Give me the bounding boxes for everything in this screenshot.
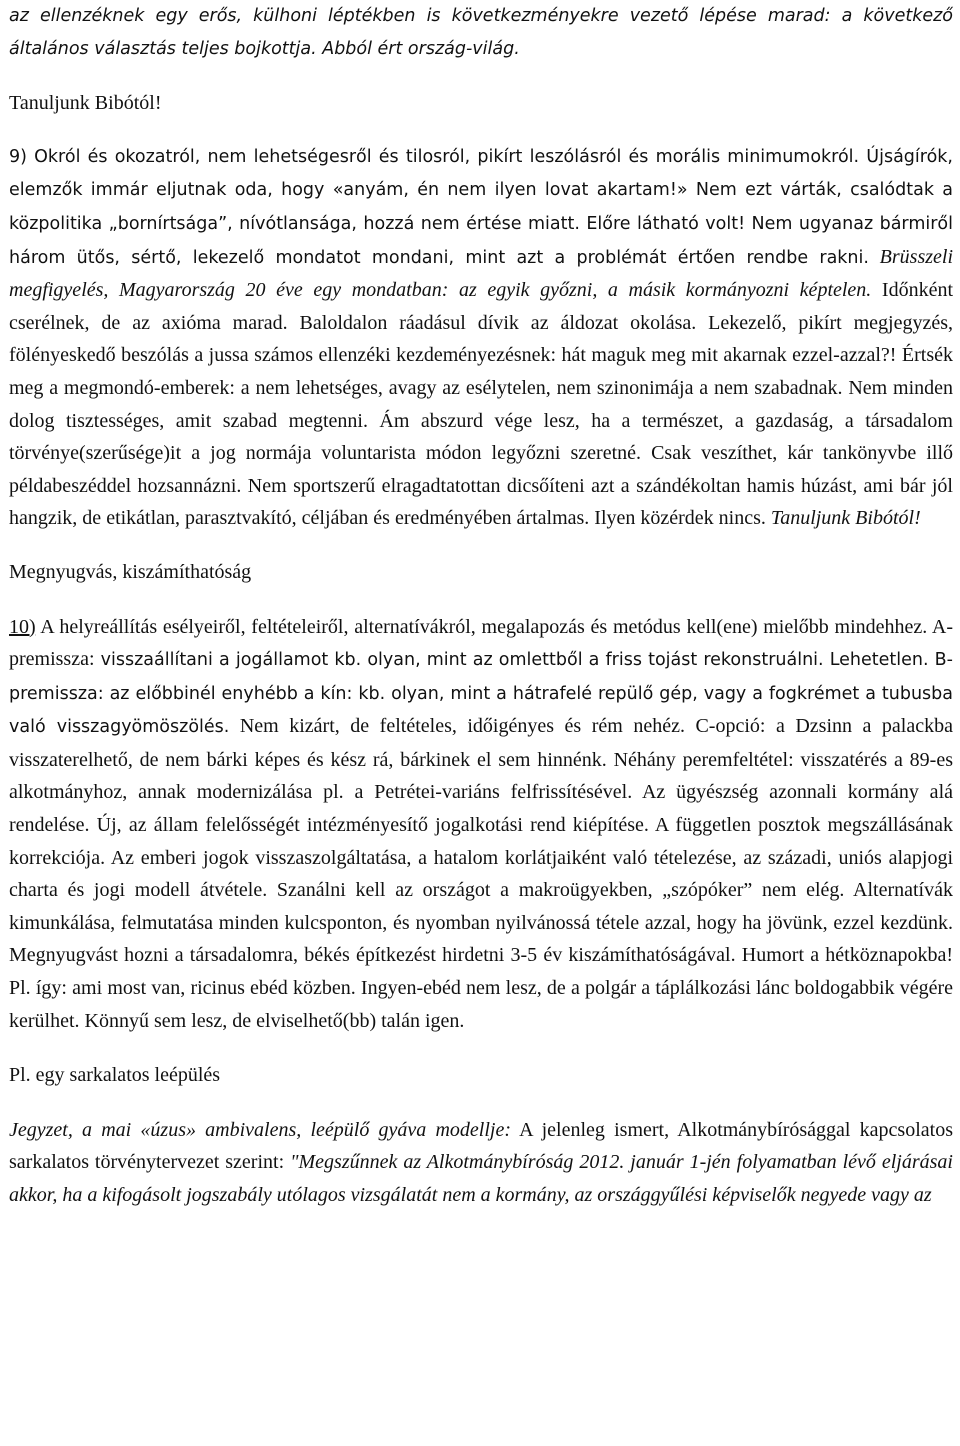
- text-run-underlined: 10): [9, 615, 36, 638]
- section-heading-cardinal-decline: [9, 1059, 953, 1092]
- paragraph-note: [9, 1114, 953, 1212]
- text-run: Tanuljunk Bibótól!: [9, 92, 162, 115]
- text-run: A helyreállítás esélyeiről, feltételeiről, alternatívákról, megalapozás és metódus kell(ene) mielőbb mindehhez. A-premissza:: [9, 615, 953, 671]
- text-run-italic: Tanuljunk Bibótól!: [765, 507, 921, 530]
- text-run: Lekezelő, pikírt megjegyzés, fölényeskedő beszólás a jussa számos ellenzéki kezdeményezésnek: hát maguk meg mit akarnak ezzel-azzal?! Értsék meg a megmondó-emberek: a nem lehetséges, avagy az esélytelen, nem szinonimája a nem szabadnak. Nem minden dolog tisztességes, amit szabad megtenni. Ám abszurd vége lesz, ha a természet, a gazdaság, a társadalom törvénye(szerűsége)it a jog normája voluntarista módon legyőzni szeretné. Csak veszíthet, kár tankönyvbe illő példabeszéddel hozsannázni. Nem sportszerű elragadtatottan dicsőíteni azt a szándékoltan hamis húzást, ami bár jól hangzik, de etikátlan, parasztvakító, céljában és eredményében ártalmas. Ilyen közérdek nincs.: [9, 311, 954, 530]
- heading-text: Pl. egy sarkalatos leépülés: [9, 1064, 221, 1087]
- section-heading-reassurance: [9, 556, 953, 589]
- spacer: [9, 120, 953, 140]
- paragraph-9: [9, 140, 953, 535]
- text-run: az ellenzéknek egy erős, külhoni léptékben is következményekre vezető lépése marad: a következő általános választás teljes bojkottja. Abból ért ország-világ.: [9, 6, 953, 59]
- paragraph-10: [9, 611, 953, 1038]
- text-run: visszaállítani a jogállamot kb. olyan, mint az omlettből a friss tojást rekonstruálni. Lehetetlen. B-premissza: az előbbinél enyhébb a kín: kb. olyan, mint a hátrafelé repülő gép, vagy a fogkrémet a tubusba való visszagyömöszölés.: [9, 650, 953, 738]
- paragraph-election-boycott: [9, 0, 953, 65]
- document-page: [9, 0, 953, 1212]
- spacer: [9, 535, 953, 556]
- text-run: Időnként cserélnek, de az axióma marad. Baloldalon ráadásul dívik az áldozat okolása.: [9, 279, 954, 334]
- heading-text: Megnyugvás, kiszámíthatóság: [9, 560, 252, 583]
- text-run-italic: Brüsszeli megfigyelés, Magyarország 20 éve egy mondatban: az egyik győzni, a másik kormányozni képtelen.: [9, 245, 954, 302]
- spacer: [9, 1037, 953, 1059]
- text-run: Nem kizárt, de feltételes, időigényes és rém nehéz. C-opció: a Dzsinn a palackba visszaterelhető, de nem bárki képes és kész rá, bárkinek el sem hinnénk. Néhány peremfeltétel: visszatérés a 89-es alkotmányhoz, annak modernizálása pl. a Petrétei-variáns felfrissítésével. Az ügyészség azonnali kormány alá rendelése. Új, az állam felelősségét intézményesítő jogalkotási rend kiépítése. A független posztok megszállásának korrekciója. Az emberi jogok visszaszolgáltatása, a hatalom korlátjaiként való tételezése, az századi, uniós alapjogi charta és jogi modell átvétele. Szanálni kell az országot a makroügyekben, „szópóker” nem elég. Alternatívák kimunkálása, felmutatása minden kulcsponton, és nyomban nyilvánossá tétele azzal, hogy ha jövünk, ezzel kezdünk. Megnyugvást hozni a társadalomra, békés építkezést hirdetni 3-5 év kiszámíthatóságával. Humort a hétköznapokba! Pl. így: ami most van, ricinus ebéd közben. Ingyen-ebéd nem lesz, de a polgár a táplálkozási lánc boldogabbik végére kerülhet. Könnyű sem lesz, de elviselhető(bb) talán igen.: [9, 715, 953, 1032]
- text-run: 9) Okról és okozatról, nem lehetségesről és tilosról, pikírt leszólásról és morális minimumokról. Újságírók, elemzők immár eljutnak oda, hogy «anyám, én nem ilyen lovat akartam!» Nem ezt várták, csalódtak a közpolitika „bornírtsága”, nívótlansága, hozzá nem értése miatt. Előre látható volt! Nem ugyanaz bármiről három ütős, sértő, lekezelő mondatot mondani, mint azt a problémát értően rendbe rakni.: [9, 146, 953, 268]
- text-run-italic: Jegyzet, a mai «úzus» ambivalens, leépülő gyáva modellje:: [9, 1118, 511, 1141]
- text-run-italic: "Megszűnnek az Alkotmánybíróság 2012. január 1-jén folyamatban lévő eljárásai akkor, ha a kifogásolt jogszabály utólagos vizsgálatát nem a kormány, az országgyűlési képviselők negyede vagy az: [9, 1151, 953, 1206]
- text-run: A jelenleg ismert, Alkotmánybírósággal kapcsolatos sarkalatos törvénytervezet szerint:: [9, 1118, 953, 1174]
- spacer: [9, 65, 953, 87]
- paragraph-learn-from-bibo: [9, 87, 953, 120]
- spacer: [9, 1092, 953, 1114]
- spacer: [9, 589, 953, 611]
